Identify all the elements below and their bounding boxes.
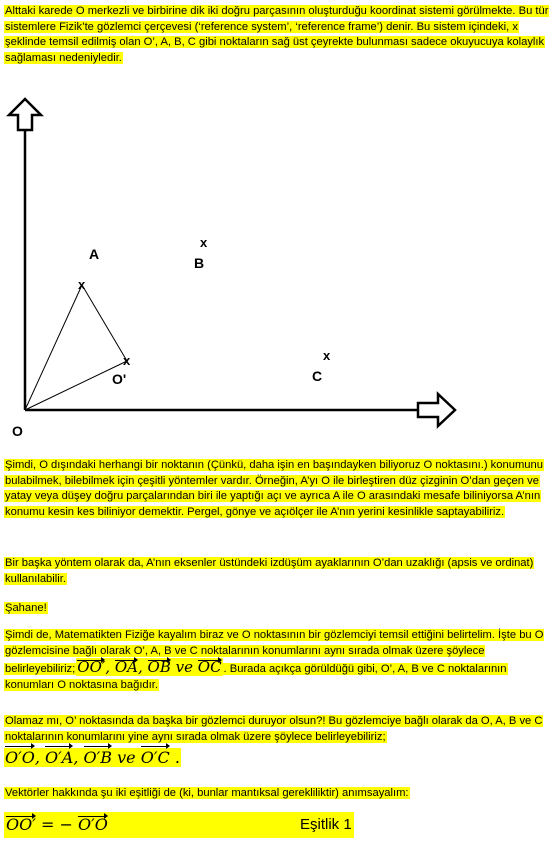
- conjunction: ve: [175, 658, 193, 676]
- intro-text: Alttaki karede O merkezli ve birbirine dik iki doğru parçasının oluşturduğu koordinat sistemi görülmekte. Bu tür sistemlere Fizik’te gözlemci çerçevesi (‘reference system’, ‘reference frame’) denir. Bu sistem içindeki, x şeklinde temsil edilmiş olan O’, A, B, C gibi noktaların sağ üst çeyrekte bulunması sadece okuyucuya kolaylık sağlaması nedeniyledir.: [5, 5, 549, 64]
- equation-rhs: O′O: [77, 815, 108, 834]
- equation-1: [6, 815, 108, 834]
- paragraph-text: Şimdi de, Matematikten Fiziğe kayalım biraz ve O noktasının bir gözlemciyi temsil ettiğini belirtelim. İşte bu O gözlemcisine bağlı olarak O’, A, B ve C noktalarının konumlarını aynı sırada olmak üzere şöylece belirleyebiliriz;: [5, 629, 544, 675]
- segment-o-a: [25, 285, 82, 410]
- paragraph-text: Bir başka yöntem olarak da, A’nın eksenler üstündeki izdüşüm ayaklarının O’dan uzaklığı (apsis ve ordinat) kullanılabilir.: [5, 557, 534, 585]
- paragraph-text: Şahane!: [5, 602, 47, 614]
- label-b: B: [194, 255, 205, 271]
- point-marker-b: x: [200, 235, 208, 250]
- vector: O′B: [84, 745, 113, 771]
- vector: OC: [197, 658, 222, 676]
- paragraph-observer-o: [4, 627, 549, 693]
- label-origin: O: [12, 423, 23, 439]
- paragraph-vector-equalities: [4, 786, 549, 802]
- paragraph-text: Olamaz mı, O’ noktasında da başka bir gözlemci duruyor olsun?! Bu gözlemciye bağlı olarak da O, A, B ve C noktalarının konumlarını yine aynı sırada olmak üzere şöylece belirleyebiliriz;: [5, 715, 543, 743]
- paragraph-exclamation: [4, 601, 549, 617]
- paragraph-projections: [4, 556, 549, 587]
- vector: OA: [114, 658, 138, 676]
- point-marker-c: x: [323, 348, 331, 363]
- paragraph-text: Şimdi, O dışındaki herhangi bir noktanın (Çünkü, daha işin en başındayken biliyoruz O noktasını.) konumunu bulabilmek, bilebilmek için çeşitli yöntemler vardır. Örneğin, A’yı O ile birleştiren düz çizginin O’dan geçen ve yatay veya düşey doğru parçalarından biri ile yaptığı açı ve ayrıca A ile O arasındaki mesafe biliniyorsa A’nın konumu kesin kes biliniyor demektir. Pergel, gönye ve açıölçer ile A’nın yerini kesinlikle saptayabiliriz.: [5, 459, 543, 518]
- conjunction: ve: [117, 748, 136, 767]
- y-axis-arrow-icon: [9, 99, 41, 130]
- point-marker-a: x: [78, 277, 86, 292]
- equation-label: Eşitlik 1: [300, 816, 352, 833]
- label-a: A: [89, 246, 100, 262]
- label-c: C: [312, 368, 323, 384]
- paragraph-position-methods: [4, 458, 549, 520]
- equation-operator: = −: [40, 815, 73, 834]
- segment-a-oprime: [82, 285, 127, 361]
- equation-lhs: OO′: [6, 815, 36, 834]
- paragraph-text: Vektörler hakkında şu iki eşitliği de (ki, bunlar mantıksal gerekliliktir) anımsayalım:: [5, 787, 409, 799]
- paragraph-text: . Burada açıkça görüldüğü gibi, O’, A, B ve C noktalarının konumları O noktasına bağıdır.: [5, 663, 507, 691]
- vector: OB: [147, 658, 171, 676]
- point-marker-oprime: x: [123, 353, 131, 368]
- vector-list-o: OO′, OA, OB ve OC: [77, 658, 222, 676]
- intro-paragraph: [4, 4, 549, 66]
- vector: OO′: [77, 658, 106, 676]
- vector: O′C: [141, 745, 170, 771]
- paragraph-observer-oprime: [4, 713, 549, 771]
- x-axis-arrow-icon: [418, 394, 455, 426]
- vector: O′O: [5, 745, 35, 771]
- coordinate-diagram: [0, 90, 559, 460]
- label-oprime: O': [112, 371, 127, 387]
- vector: O′A: [45, 745, 73, 771]
- vector-list-oprime: O′O, O′A, O′B ve O′C .: [4, 748, 181, 767]
